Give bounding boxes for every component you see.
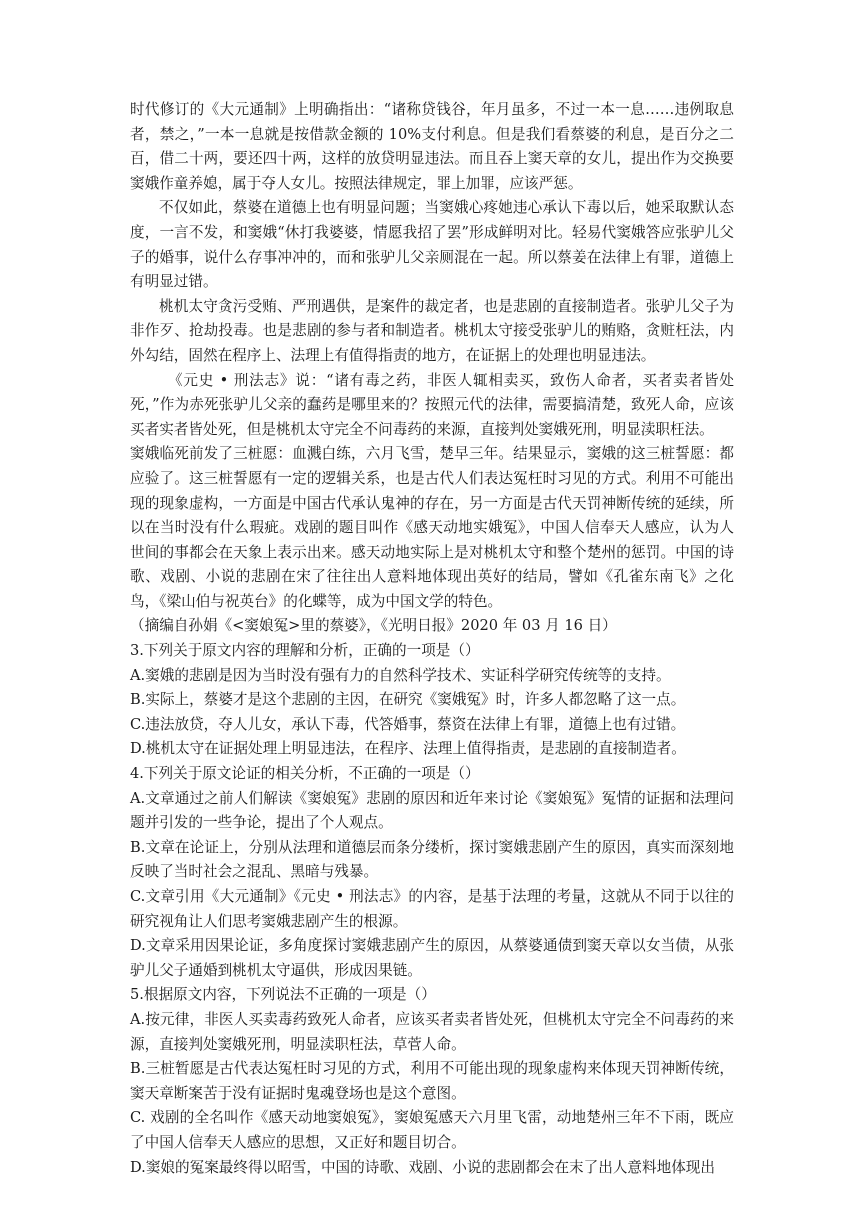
option-a: A.窦娥的悲剧是因为当时没有强有力的自然科学技术、实证科学研究传统等的支持。	[130, 666, 671, 684]
option-b: B.实际上，蔡婆才是这个悲剧的主因，在研究《窦娥冤》时，许多人都忽略了这一点。	[130, 691, 686, 709]
question-stem: 4.下列关于原文论证的相关分析，不正确的一项是（）	[130, 765, 480, 783]
question-3	[130, 639, 734, 762]
passage-paragraph-1: 时代修订的《大元通制》上明确指出：“诸称贷钱谷，年月虽多，不过一本一息……违例取息者，禁之，”一本一息就是按借款金额的 10%支付利息。但是我们看蔡婆的利息，是百分之二百，借二十两，要还四十两，这样的放贷明显违法。而且吞上窦天章的女儿，提出作为交换要窦娥作童养媳，属于夺人女儿。按照法律规定，罪上加罪，应该严惩。	[130, 101, 734, 192]
option-c: C.违法放贷，夺人儿女，承认下毒，代答婚事，蔡资在法律上有罪，道德上也有过错。	[130, 715, 686, 733]
option-a: A.按元律，非医人买卖毒药致死人命者，应该买者卖者皆处死，但桃机太守完全不问毒药的来源，直接判处窦娥死刑，明显渎职枉法，草菅人命。	[130, 1010, 734, 1053]
option-b: B.文章在论证上，分别从法理和道德层而条分缕析，探讨窦娥悲剧产生的原因，真实而深刻地反映了当时社会之混乱、黑暗与残暴。	[130, 838, 734, 881]
passage-paragraph-4: 《元史 • 刑法志》说：“诸有毒之药，非医人辄相卖买，致伤人命者，买者卖者皆处死，”作为赤死张驴儿父亲的蠢药是哪里来的？按照元代的法律，需要搞清楚，致死人命，应该买者实者皆处死，但是桃机太守完全不问毒药的来源，直接判处窦娥死刑，明显渎职枉法。	[130, 371, 734, 438]
option-b: B.三桩暂愿是古代表达冤枉时习见的方式，利用不可能出现的现象虚构来体现天罚神断传统，窦天章断案苦于没有证据时鬼魂登场也是这个意图。	[130, 1060, 734, 1102]
passage-paragraph-3: 桃机太守贪污受贿、严刑遇供，是案件的裁定者，也是悲剧的直接制造者。张驴儿父子为非作歹、抢劫投毒。也是悲剧的参与者和制造者。桃机太守接受张驴儿的贿赂，贪赃枉法，内外勾结，固然在程序上、法理上有值得指责的地方，在证据上的处理也明显违法。	[130, 297, 734, 364]
question-stem: 5.根据原文内容，下列说法不正确的一项是（）	[130, 986, 436, 1004]
passage-paragraph-5: 窦娥临死前发了三桩愿：血溅白练，六月飞雪，楚早三年。结果显示，窦娥的这三桩誓愿：都应验了。这三桩誓愿有一定的逻辑关系，也是古代人们表达冤枉时习见的方式。利用不可能出现的现象虚构，一方面是中国古代承认鬼神的存在，另一方面是古代天罚神断传统的延续，所以在当时没有什么瑕疵。戏剧的题目叫作《感天动地实娥冤》，中国人信奉天人感应，认为人世间的事都会在天象上表示出来。感天动地实际上是对桃机太守和整个楚州的惩罚。中国的诗歌、戏剧、小说的悲剧在宋了往往出人意料地体现出英好的结局，譬如《孔雀东南飞》之化鸟，《梁山伯与祝英台》的化蝶等，成为中国文学的特色。	[130, 445, 734, 610]
option-d: D.桃机太守在证据处理上明显违法，在程序、法理上值得指责，是悲剧的直接制造者。	[130, 740, 686, 758]
document-page	[130, 98, 734, 1180]
passage-paragraph-2: 不仅如此，蔡婆在道德上也有明显问题；当窦娥心疼她违心承认下毒以后，她采取默认态度，一言不发，和窦娥“休打我婆婆，情愿我招了罢”形成鲜明对比。轻易代窦娥答应张驴儿父子的婚事，说什么存事冲冲的，而和张驴儿父亲厕混在一起。所以蔡姜在法律上有罪，道德上有明显过错。	[130, 199, 734, 291]
question-stem: 3.下列关于原文内容的理解和分析，正确的一项是（）	[130, 642, 480, 660]
option-c: C.文章引用《大元通制》《元史 • 刑法志》的内容，是基于法理的考量，这就从不同于以往的研究视角让人们思考窦娥悲剧产生的根源。	[130, 888, 734, 930]
question-5	[130, 983, 734, 1180]
source-citation: （摘编自孙娟《<窦娘冤>里的蔡婆》，《光明日报》2020 年 03 月 16 日）	[130, 617, 617, 635]
option-d: D.文章采用因果论证，多角度探讨窦娥悲剧产生的原因，从蔡婆通债到窦天章以女当债，从张驴儿父子通婚到桃机太守逼供，形成因果链。	[130, 937, 734, 979]
option-c: C. 戏剧的全名叫作《感天动地窦娘冤》，窦娘冤感天六月里飞雷，动地楚州三年不下雨，既应了中国人信奉天人感应的思想，又正好和题目切合。	[130, 1109, 734, 1151]
option-d: D.窦娘的冤案最终得以昭雪，中国的诗歌、戏剧、小说的悲剧都会在末了出人意料地体现出	[130, 1158, 715, 1176]
question-4	[130, 762, 734, 983]
option-a: A.文章通过之前人们解读《窦娘冤》悲剧的原因和近年来讨论《窦娘冤》冤情的证据和法理问题并引发的一些争论，提出了个人观点。	[130, 789, 734, 832]
